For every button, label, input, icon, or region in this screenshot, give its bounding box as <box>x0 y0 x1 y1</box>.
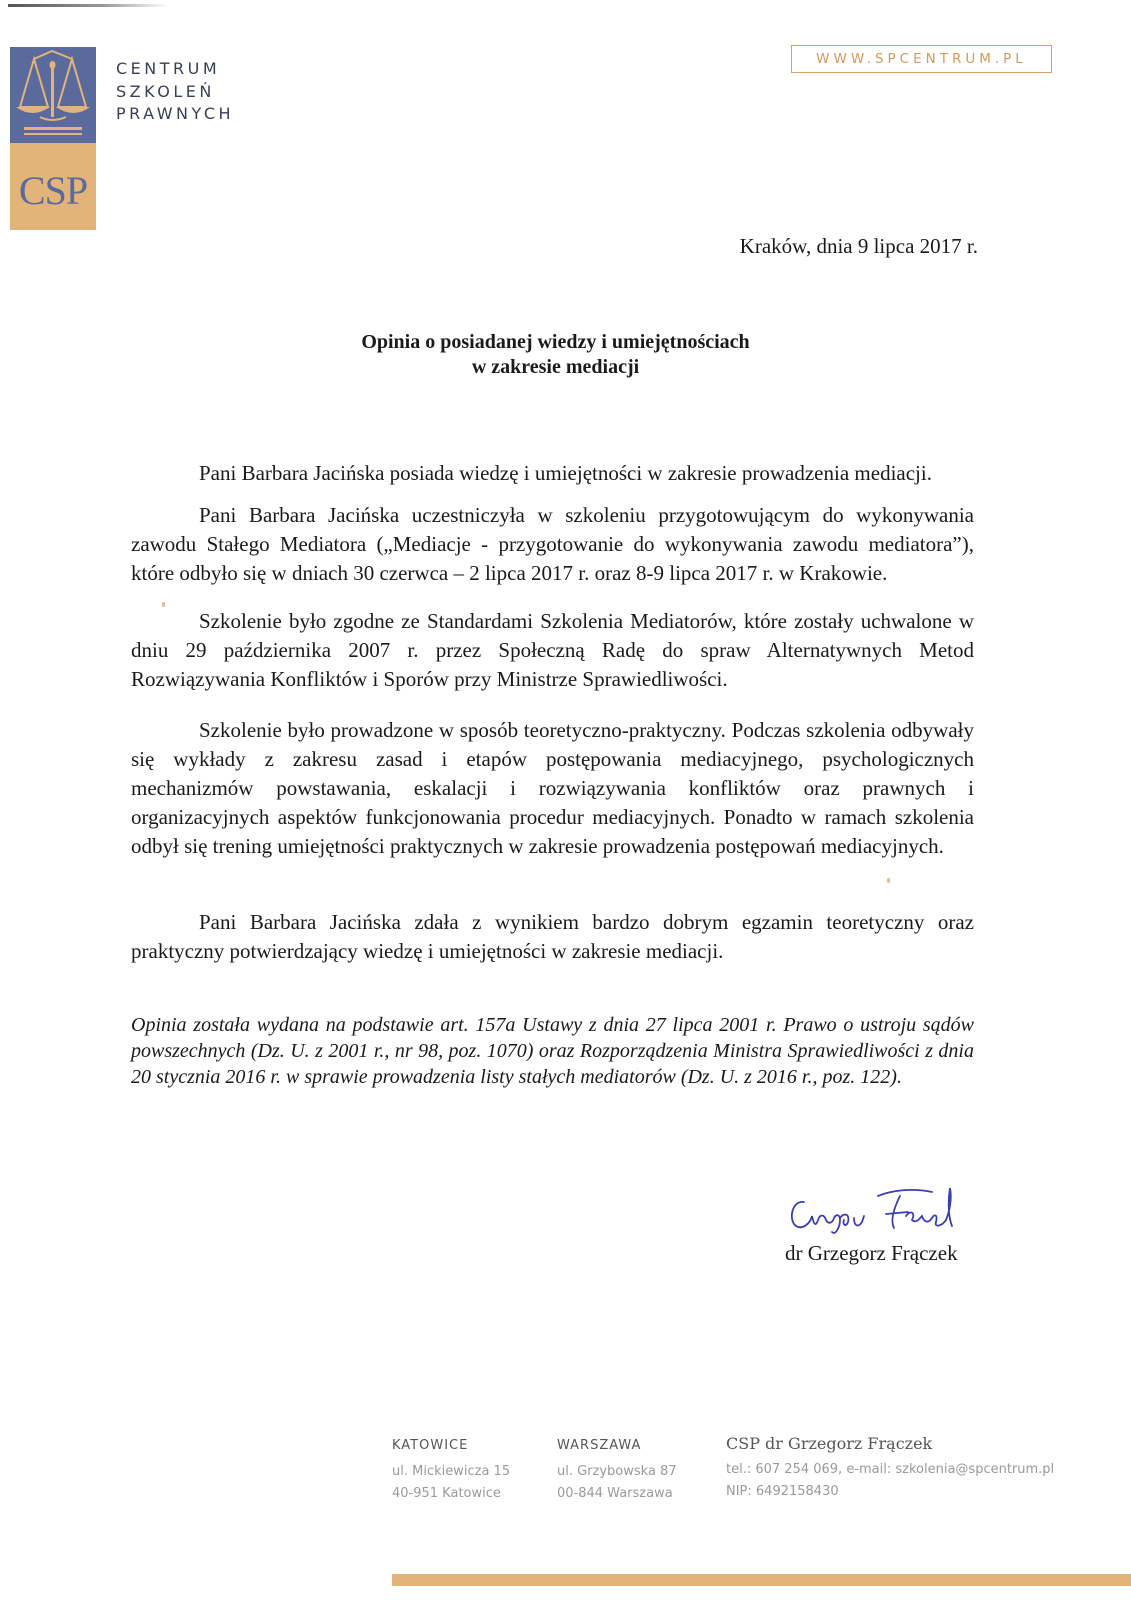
office-city: KATOWICE <box>392 1438 469 1453</box>
paragraph-text: Pani Barbara Jacińska zdała z wynikiem bardzo dobrym egzamin teoretyczny oraz praktyczny potwierdzający wiedzę i umiejętności w zakresie mediacji. <box>131 910 974 963</box>
office-city: WARSZAWA <box>557 1438 642 1453</box>
org-name-line: PRAWNYCH <box>116 104 235 123</box>
paragraph-2 <box>131 501 974 588</box>
org-name-line: CENTRUM <box>116 59 221 78</box>
office-postal: 00-844 Warszawa <box>557 1486 673 1501</box>
organization-name <box>116 58 234 126</box>
paragraph-text: Szkolenie było zgodne ze Standardami Szkolenia Mediatorów, które zostały uchwalone w dniu 29 października 2007 r. przez Społeczną Radę do spraw Alternatywnych Metod Rozwiązywania Konfliktów i Sporów przy Ministrze Sprawiedliwości. <box>131 609 974 691</box>
company-nip: NIP: 6492158430 <box>726 1484 839 1499</box>
scan-speck <box>162 602 165 607</box>
document-title <box>0 330 1111 380</box>
footer-gold-bar <box>392 1574 1131 1586</box>
office-street: ul. Mickiewicza 15 <box>392 1464 511 1479</box>
footer-office-katowice <box>392 1438 510 1505</box>
website-url: WWW.SPCENTRUM.PL <box>816 51 1027 67</box>
title-line-2: w zakresie mediacji <box>471 356 640 378</box>
title-line-1: Opinia o posiadanej wiedzy i umiejętnościach <box>361 331 750 353</box>
logo-monogram: CSP <box>18 168 88 213</box>
paragraph-text: Szkolenie było prowadzone w sposób teoretyczno-praktyczny. Podczas szkolenia odbywały się wykłady z zakresu zasad i etapów postępowania mediacyjnego, psychologicznych mechanizmów powstawania, eskalacji i rozwiązywania konfliktów oraz prawnych i organizacyjnych aspektów funkcjonowania procedur mediacyjnych. Ponadto w ramach szkolenia odbył się trening umiejętności praktycznych w zakresie prowadzenia postępowań mediacyjnych. <box>131 718 974 858</box>
paragraph-text: Pani Barbara Jacińska uczestniczyła w szkoleniu przygotowującym do wykonywania zawodu Stałego Mediatora („Mediacje - przygotowanie do wykonywania zawodu mediatora”), które odbyło się w dniach 30 czerwca – 2 lipca 2017 r. oraz 8-9 lipca 2017 r. w Krakowie. <box>131 503 974 585</box>
office-postal: 40-951 Katowice <box>392 1486 501 1501</box>
scan-speck <box>887 878 890 883</box>
scales-of-justice-icon <box>10 47 96 143</box>
company-name: CSP dr Grzegorz Frączek <box>726 1434 933 1453</box>
scan-edge-artifact <box>8 4 168 7</box>
office-street: ul. Grzybowska 87 <box>557 1464 677 1479</box>
csp-logo <box>10 47 96 230</box>
paragraph-1 <box>131 459 974 488</box>
org-name-line: SZKOLEŃ <box>116 81 215 101</box>
footer-company <box>726 1434 1054 1503</box>
signer-name: dr Grzegorz Frączek <box>785 1241 958 1265</box>
footer-office-warszawa <box>557 1438 677 1505</box>
paragraph-5 <box>131 908 974 966</box>
website-box <box>791 45 1052 73</box>
paragraph-text: Pani Barbara Jacińska posiada wiedzę i umiejętności w zakresie prowadzenia mediacji. <box>199 461 932 485</box>
place-date: Kraków, dnia 9 lipca 2017 r. <box>739 234 978 258</box>
legal-basis: Opinia została wydana na podstawie art. 157a Ustawy z dnia 27 lipca 2001 r. Prawo o ustroju sądów powszechnych (Dz. U. z 2001 r., nr 98, poz. 1070) oraz Rozporządzenia Ministra Sprawiedliwości z dnia 20 stycznia 2016 r. w sprawie prowadzenia listy stałych mediatorów (Dz. U. z 2016 r., poz. 122). <box>131 1014 974 1088</box>
handwritten-signature <box>782 1180 962 1240</box>
paragraph-3 <box>131 607 974 694</box>
paragraph-4 <box>131 716 974 861</box>
company-contact: tel.: 607 254 069, e-mail: szkolenia@spcentrum.pl <box>726 1462 1055 1477</box>
